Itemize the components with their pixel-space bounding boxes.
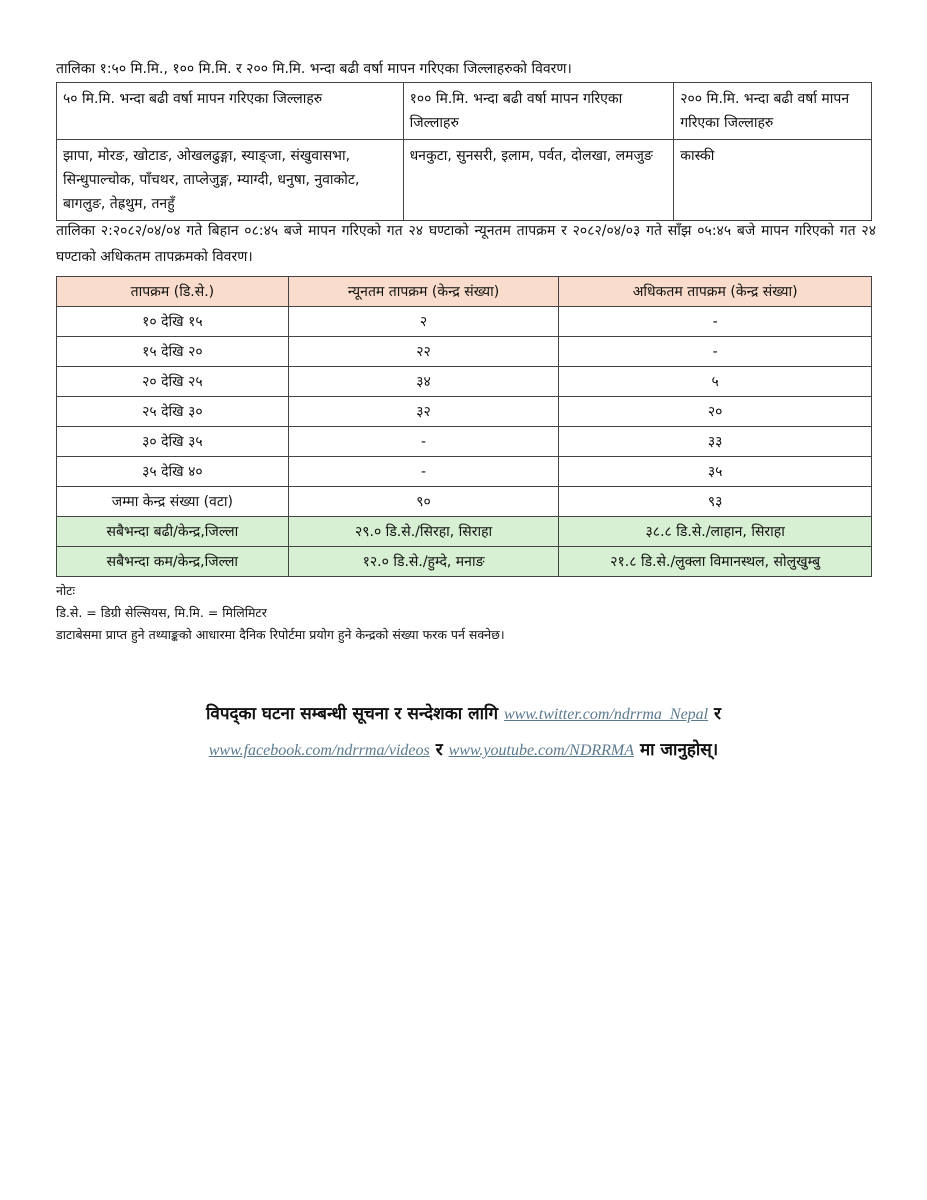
table-highlight-row-highest xyxy=(57,517,872,547)
table-cell: ३५ देखि ४० xyxy=(57,457,289,487)
table-cell: ९३ xyxy=(559,487,872,517)
youtube-link[interactable]: www.youtube.com/NDRRMA xyxy=(448,742,635,759)
footer-text: र xyxy=(435,740,443,760)
table1-caption: तालिका १:५० मि.मि., १०० मि.मि. र २०० मि.मि. भन्दा बढी वर्षा मापन गरिएका जिल्लाहरुको विवरण। xyxy=(56,61,572,77)
table-header-cell: न्यूनतम तापक्रम (केन्द्र संख्या) xyxy=(288,277,559,307)
table-cell: जम्मा केन्द्र संख्या (वटा) xyxy=(57,487,289,517)
notes-line-2: डाटाबेसमा प्राप्त हुने तथ्याङ्कको आधारमा दैनिक रिपोर्टमा प्रयोग हुने केन्द्रको संख्या फरक पर्न सक्नेछ। xyxy=(56,627,505,642)
table-cell: कास्की xyxy=(674,140,872,221)
table-total-row xyxy=(57,487,872,517)
table-header-cell: अधिकतम तापक्रम (केन्द्र संख्या) xyxy=(559,277,872,307)
table-row xyxy=(57,140,872,221)
table-cell: ९० xyxy=(288,487,559,517)
table-cell: - xyxy=(559,337,872,367)
table-cell: सबैभन्दा कम/केन्द्र,जिल्ला xyxy=(57,547,289,577)
table-cell: २१.८ डि.से./लुक्ला विमानस्थल, सोलुखुम्बु xyxy=(559,547,872,577)
table-cell: धनकुटा, सुनसरी, इलाम, पर्वत, दोलखा, लमजुङ xyxy=(403,140,674,221)
table-cell: ३५ xyxy=(559,457,872,487)
table-cell: - xyxy=(288,457,559,487)
facebook-link[interactable]: www.facebook.com/ndrrma/videos xyxy=(208,742,430,759)
table-cell: ३२ xyxy=(288,397,559,427)
table-cell: ३० देखि ३५ xyxy=(57,427,289,457)
table-cell: १५ देखि २० xyxy=(57,337,289,367)
table-cell: १२.० डि.से./हुम्दे, मनाङ xyxy=(288,547,559,577)
table-cell: झापा, मोरङ, खोटाङ, ओखलढुङ्गा, स्याङ्जा, संखुवासभा, सिन्धुपाल्चोक, पाँचथर, ताप्लेजुङ्ग, म्याग्दी, धनुषा, नुवाकोट, बागलुङ, तेह्रथुम, तनहुँ xyxy=(57,140,404,221)
twitter-link[interactable]: www.twitter.com/ndrrma_Nepal xyxy=(503,706,709,723)
table-cell: २ xyxy=(288,307,559,337)
temperature-table xyxy=(56,276,872,577)
table-cell: सबैभन्दा बढी/केन्द्र,जिल्ला xyxy=(57,517,289,547)
table-header-cell: ५० मि.मि. भन्दा बढी वर्षा मापन गरिएका जिल्लाहरु xyxy=(57,83,404,140)
footer-text: र xyxy=(714,704,721,724)
table-cell: ३३ xyxy=(559,427,872,457)
notes-line-1: डि.से. = डिग्री सेल्सियस, मि.मि. = मिलिमिटर xyxy=(56,605,267,620)
footer-text: मा जानुहोस्। xyxy=(639,740,719,760)
table-row xyxy=(57,427,872,457)
table-cell: २० xyxy=(559,397,872,427)
table-row xyxy=(57,397,872,427)
footer-line-1 xyxy=(0,696,927,733)
table-highlight-row-lowest xyxy=(57,547,872,577)
table-cell: २० देखि २५ xyxy=(57,367,289,397)
table-cell: - xyxy=(288,427,559,457)
footer-text: विपद्का घटना सम्बन्धी सूचना र सन्देशका लागि xyxy=(206,704,499,724)
rainfall-districts-table xyxy=(56,82,872,221)
table-cell: ५ xyxy=(559,367,872,397)
table-cell: - xyxy=(559,307,872,337)
table-cell: १० देखि १५ xyxy=(57,307,289,337)
table-cell: २९.० डि.से./सिरहा, सिराहा xyxy=(288,517,559,547)
table-header-cell: १०० मि.मि. भन्दा बढी वर्षा मापन गरिएका जिल्लाहरु xyxy=(403,83,674,140)
table-cell: ३४ xyxy=(288,367,559,397)
table-header-row xyxy=(57,277,872,307)
table-cell: ३८.८ डि.से./लाहान, सिराहा xyxy=(559,517,872,547)
table-row xyxy=(57,457,872,487)
table-row xyxy=(57,367,872,397)
table2-caption: तालिका २:२०८२/०४/०४ गते बिहान ०८:४५ बजे मापन गरिएको गत २४ घण्टाको न्यूनतम तापक्रम र २०८२/०४/०३ गते साँझ ०५:४५ बजे मापन गरिएको गत २४ घण्टाको अधिकतम तापक्रमको विवरण। xyxy=(56,223,876,265)
notes-label: नोटः xyxy=(56,583,76,598)
table-row xyxy=(57,307,872,337)
table-row xyxy=(57,337,872,367)
table-cell: २२ xyxy=(288,337,559,367)
table-header-cell: तापक्रम (डि.से.) xyxy=(57,277,289,307)
footer-line-2 xyxy=(0,732,927,769)
table-header-cell: २०० मि.मि. भन्दा बढी वर्षा मापन गरिएका जिल्लाहरु xyxy=(674,83,872,140)
table-cell: २५ देखि ३० xyxy=(57,397,289,427)
table-header-row xyxy=(57,83,872,140)
